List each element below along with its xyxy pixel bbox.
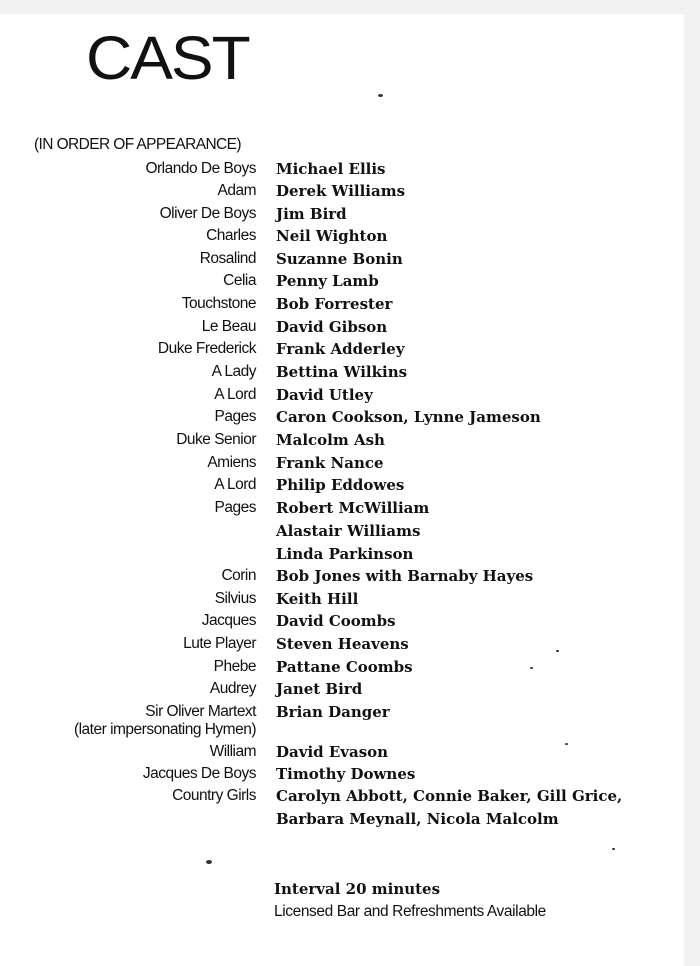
role-name: [214, 386, 256, 404]
cast-row: [0, 182, 684, 204]
cast-row: [0, 250, 684, 272]
actor-name: [276, 318, 387, 341]
role-line: Lute Player: [183, 635, 256, 652]
cast-row: [0, 318, 684, 340]
cast-row: [0, 431, 684, 453]
role-line: Silvius: [214, 590, 256, 607]
role-line: Charles: [206, 227, 256, 244]
role-line: Sir Oliver Martext: [145, 703, 256, 720]
role-name: [183, 635, 256, 653]
cast-row: [0, 567, 684, 589]
cast-row: [0, 787, 684, 828]
actor-line: Keith Hill: [276, 590, 359, 608]
role-line: Duke Frederick: [157, 340, 256, 357]
actor-name: [276, 765, 415, 788]
role-line: Celia: [223, 272, 256, 289]
role-name: [158, 340, 256, 358]
actor-name: [276, 272, 379, 295]
cast-row: [0, 658, 684, 680]
actor-line: Steven Heavens: [276, 635, 409, 653]
actor-line: Pattane Coombs: [276, 658, 413, 676]
role-line: Audrey: [209, 680, 256, 697]
role-line: Duke Senior: [176, 431, 256, 448]
actor-line: Philip Eddowes: [276, 476, 405, 494]
role-name: [200, 250, 256, 268]
actor-line: Robert McWilliam: [276, 499, 430, 517]
role-name: [172, 787, 256, 805]
actor-name: [276, 743, 388, 766]
actor-name: [276, 680, 362, 703]
print-speck: [378, 94, 383, 97]
actor-line: Frank Adderley: [276, 340, 405, 358]
actor-line: Timothy Downes: [276, 765, 416, 783]
cast-row: [0, 499, 684, 563]
actor-line: Michael Ellis: [276, 160, 386, 178]
role-name: [218, 182, 257, 200]
actor-name: [276, 454, 384, 477]
cast-row: [0, 635, 684, 657]
cast-row: [0, 703, 684, 738]
role-line: Rosalind: [199, 250, 256, 267]
role-name: [215, 590, 256, 608]
actor-name: [276, 787, 622, 833]
role-name: [215, 499, 256, 517]
role-line: A Lady: [211, 363, 256, 380]
role-name: [215, 408, 256, 426]
actor-name: [276, 205, 347, 228]
actor-line: Caron Cookson, Lynne Jameson: [276, 408, 541, 426]
role-line: (later impersonating Hymen): [73, 721, 256, 738]
actor-line: Frank Nance: [276, 454, 384, 472]
actor-line: Suzanne Bonin: [276, 250, 403, 268]
role-line: Touchstone: [181, 295, 256, 312]
role-line: Phebe: [213, 658, 256, 675]
role-name: [176, 431, 256, 449]
actor-name: [276, 499, 429, 568]
cast-row: [0, 743, 684, 765]
actor-name: [276, 250, 403, 273]
role-line: Le Beau: [201, 318, 256, 335]
role-line: William: [209, 743, 256, 760]
actor-name: [276, 227, 387, 250]
role-name: [160, 205, 256, 223]
role-name: [202, 612, 256, 630]
role-line: Jacques: [201, 612, 256, 629]
role-line: Oliver De Boys: [159, 205, 256, 222]
actor-line: Alastair Williams: [276, 522, 421, 540]
cast-row: [0, 205, 684, 227]
actor-line: Neil Wighton: [276, 227, 388, 245]
actor-line: David Coombs: [276, 612, 396, 630]
actor-name: [276, 182, 405, 205]
print-speck: [556, 650, 559, 652]
actor-name: [276, 612, 396, 635]
cast-row: [0, 765, 684, 787]
actor-line: Carolyn Abbott, Connie Baker, Gill Grice,: [276, 787, 623, 805]
actor-line: Jim Bird: [276, 205, 347, 223]
print-speck: [530, 667, 533, 669]
actor-line: Derek Williams: [276, 182, 406, 200]
interval-note: Interval 20 minutes: [274, 880, 441, 898]
role-name: [145, 160, 256, 178]
role-name: [212, 363, 256, 381]
actor-name: [276, 340, 405, 363]
actor-line: Brian Danger: [276, 703, 390, 721]
cast-row: [0, 454, 684, 476]
role-name: [210, 680, 256, 698]
bar-note: Licensed Bar and Refreshments Available: [274, 903, 546, 920]
cast-row: [0, 160, 684, 182]
actor-name: [276, 295, 392, 318]
role-line: Jacques De Boys: [142, 765, 256, 782]
actor-name: [276, 658, 413, 681]
cast-row: [0, 476, 684, 498]
actor-name: [276, 635, 409, 658]
actor-line: Bob Jones with Barnaby Hayes: [276, 567, 534, 585]
role-line: Country Girls: [172, 787, 256, 804]
print-speck: [565, 743, 568, 745]
cast-row: [0, 612, 684, 634]
cast-row: [0, 295, 684, 317]
actor-line: David Utley: [276, 386, 373, 404]
role-name: [221, 567, 256, 585]
actor-name: [276, 567, 533, 590]
cast-row: [0, 363, 684, 385]
role-line: Amiens: [207, 454, 256, 471]
actor-line: Penny Lamb: [276, 272, 379, 290]
actor-line: Bettina Wilkins: [276, 363, 408, 381]
actor-line: Malcolm Ash: [276, 431, 385, 449]
actor-name: [276, 160, 386, 183]
cast-row: [0, 386, 684, 408]
cast-row: [0, 272, 684, 294]
actor-name: [276, 386, 373, 409]
actor-name: [276, 408, 541, 431]
programme-page: [0, 14, 684, 966]
role-line: A Lord: [214, 386, 256, 403]
cast-row: [0, 680, 684, 702]
actor-name: [276, 363, 407, 386]
role-name: [210, 743, 256, 761]
role-name: [223, 272, 256, 290]
actor-line: Janet Bird: [276, 680, 363, 698]
print-speck: [612, 848, 615, 850]
actor-line: Bob Forrester: [276, 295, 393, 313]
cast-row: [0, 340, 684, 362]
role-name: [214, 476, 256, 494]
role-name: [214, 658, 256, 676]
order-subtitle: (IN ORDER OF APPEARANCE): [34, 136, 241, 153]
role-name: [74, 703, 256, 739]
cast-row: [0, 408, 684, 430]
actor-name: [276, 703, 390, 726]
role-name: [143, 765, 256, 783]
role-line: Pages: [214, 499, 256, 516]
cast-row: [0, 227, 684, 249]
print-speck: [206, 860, 212, 864]
role-line: Orlando De Boys: [145, 160, 256, 177]
cast-row: [0, 590, 684, 612]
actor-name: [276, 590, 358, 613]
role-line: Pages: [214, 408, 256, 425]
actor-name: [276, 431, 385, 454]
role-line: Corin: [221, 567, 256, 584]
role-name: [182, 295, 256, 313]
actor-line: Linda Parkinson: [276, 545, 414, 563]
page-title: CAST: [86, 23, 249, 93]
role-name: [202, 318, 256, 336]
actor-line: David Gibson: [276, 318, 388, 336]
actor-line: David Evason: [276, 743, 389, 761]
actor-line: Barbara Meynall, Nicola Malcolm: [276, 810, 559, 828]
actor-name: [276, 476, 404, 499]
role-name: [206, 227, 256, 245]
role-line: A Lord: [214, 476, 256, 493]
role-name: [207, 454, 256, 472]
role-line: Adam: [217, 182, 256, 199]
